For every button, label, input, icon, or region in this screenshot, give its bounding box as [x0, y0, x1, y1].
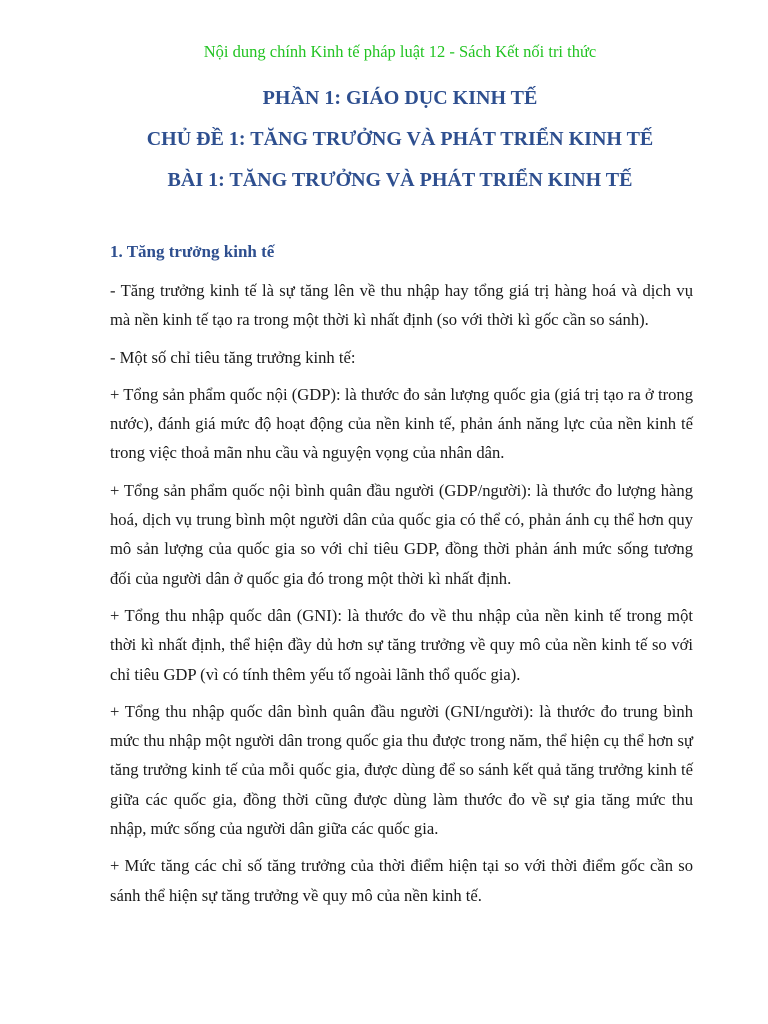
paragraph: + Tổng sản phẩm quốc nội bình quân đầu người (GDP/người): là thước đo lượng hàng hoá, dịch vụ trung bình một người dân của quốc gia có thể có, phản ánh cụ thể hơn quy mô sản lượng của quốc gia so với chỉ tiêu GDP, đồng thời phản ánh mức sống tương đối của người dân ở quốc gia đó trong một thời kì nhất định.	[110, 480, 693, 588]
lesson-heading: BÀI 1: TĂNG TRƯỞNG VÀ PHÁT TRIỂN KINH TẾ	[167, 169, 633, 191]
paragraph: + Tổng sản phẩm quốc nội (GDP): là thước đo sản lượng quốc gia (giá trị tạo ra ở trong nước), đánh giá mức độ hoạt động của nền kinh tế, phản ánh năng lực của nền kinh tế trong việc thoả mãn nhu cầu và nguyện vọng của nhân dân.	[110, 384, 693, 463]
paragraph: + Tổng thu nhập quốc dân (GNI): là thước đo về thu nhập của nền kinh tế trong một thời kì nhất định, thể hiện đầy dủ hơn sự tăng trưởng về quy mô của nền kinh tế so với chỉ tiêu GDP (vì có tính thêm yếu tố ngoài lãnh thổ quốc gia).	[110, 605, 693, 684]
paragraph: + Mức tăng các chỉ số tăng trưởng của thời điểm hiện tại so với thời điểm gốc cần so sánh thể hiện sự tăng trưởng về quy mô của nền kinh tế.	[110, 856, 693, 905]
topic-heading: CHỦ ĐỀ 1: TĂNG TRƯỞNG VÀ PHÁT TRIỂN KINH TẾ	[146, 128, 654, 150]
paragraph: + Tổng thu nhập quốc dân bình quân đầu người (GNI/người): là thước đo trung bình mức thu nhập một người dân trong quốc gia thu được trong năm, thể hiện cụ thể hơn sự tăng trưởng kinh tế của mỗi quốc gia, được dùng để so sánh kết quả tăng trưởng kinh tế giữa các quốc gia, đồng thời cũng được dùng làm thước đo về sự gia tăng mức thu nhập, mức sống của người dân giữa các quốc gia.	[110, 701, 693, 839]
header-note: Nội dung chính Kinh tế pháp luật 12 - Sách Kết nối tri thức	[203, 42, 597, 61]
paragraph: - Tăng trưởng kinh tế là sự tăng lên về thu nhập hay tổng giá trị hàng hoá và dịch vụ mà nền kinh tế tạo ra trong một thời kì nhất định (so với thời kì gốc cần so sánh).	[110, 281, 693, 330]
part-heading: PHẦN 1: GIÁO DỤC KINH TẾ	[262, 87, 538, 109]
paragraph: - Một số chỉ tiêu tăng trưởng kinh tế:	[110, 347, 356, 367]
section-title: 1. Tăng trưởng kinh tế	[110, 242, 275, 261]
section-body	[110, 276, 693, 918]
